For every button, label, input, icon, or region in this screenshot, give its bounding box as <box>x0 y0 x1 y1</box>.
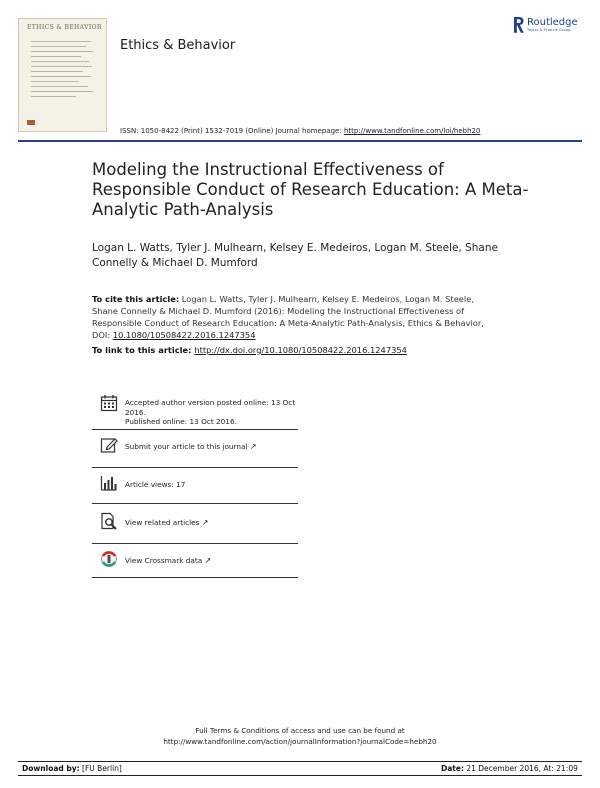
crossmark-icon <box>100 550 118 568</box>
cover-contents-lines <box>31 41 93 101</box>
link-label: To link to this article: <box>92 345 195 355</box>
citation-block <box>92 293 502 341</box>
article-views: Article views: 17 <box>125 480 186 489</box>
issn-line <box>120 127 480 135</box>
journal-cover-thumbnail <box>18 18 107 132</box>
article-authors: Logan L. Watts, Tyler J. Mulhearn, Kelsey E. Medeiros, Logan M. Steele, Shane Connelly & Michael D. Mumford <box>92 242 498 269</box>
accepted-date: Accepted author version posted online: 13 Oct 2016. <box>125 398 296 417</box>
date-value: 21 December 2016, At: 21:09 <box>463 764 578 773</box>
publication-dates-row <box>92 387 298 430</box>
date-label: Date: <box>441 764 464 773</box>
external-link-icon: ↗ <box>201 518 209 527</box>
downloaded-by-value: [FU Berlin] <box>79 764 122 773</box>
external-link-icon: ↗ <box>204 556 212 565</box>
article-link[interactable]: http://dx.doi.org/10.1080/10508422.2016.1247354 <box>194 345 407 355</box>
cover-title: ETHICS & BEHAVIOR <box>27 24 102 31</box>
bar-chart-icon <box>100 474 118 492</box>
external-link-icon: ↗ <box>249 442 257 451</box>
related-articles-link[interactable]: View related articles <box>125 518 200 527</box>
related-articles-icon <box>100 512 118 530</box>
publisher-name: Routledge <box>527 16 578 28</box>
submit-article-row[interactable] <box>92 429 298 468</box>
crossmark-row[interactable] <box>92 543 298 578</box>
article-link-line <box>92 345 407 355</box>
publisher-logo <box>512 16 578 34</box>
related-articles-row[interactable] <box>92 503 298 544</box>
terms-text: Full Terms & Conditions of access and use can be found at <box>195 726 405 735</box>
calendar-icon <box>100 394 118 412</box>
header-divider <box>18 140 582 142</box>
terms-url[interactable]: http://www.tandfonline.com/action/journalInformation?journalCode=hebh20 <box>163 737 437 746</box>
routledge-logo-icon <box>512 16 525 34</box>
crossmark-link[interactable]: View Crossmark data <box>125 556 203 565</box>
publisher-tagline: Taylor & Francis Group <box>527 27 571 32</box>
article-title: Modeling the Instructional Effectiveness of Responsible Conduct of Research Education: A Meta-Analytic Path-Analysis <box>92 160 529 219</box>
submit-article-link[interactable]: Submit your article to this journal <box>125 442 248 451</box>
edit-icon <box>100 436 118 454</box>
citation-text: Logan L. Watts, Tyler J. Mulhearn, Kelsey E. Medeiros, Logan M. Steele, Shane Connelly & Michael D. Mumford (2016): Modeling the Instructional Effectiveness of Responsible Conduct of Research Education: A Meta-Analytic Path-Analysis, Ethics & Behavior, DOI: <box>92 294 484 340</box>
journal-homepage-link[interactable]: http://www.tandfonline.com/loi/hebh20 <box>343 127 481 135</box>
article-views-row <box>92 467 298 504</box>
doi-link[interactable]: 10.1080/10508422.2016.1247354 <box>112 330 256 340</box>
published-date: Published online: 13 Oct 2016. <box>125 417 237 426</box>
citation-label: To cite this article: <box>92 294 180 304</box>
downloaded-by-label: Download by: <box>22 764 80 773</box>
download-info-bar <box>18 761 582 776</box>
journal-name: Ethics & Behavior <box>120 38 236 53</box>
cover-publisher-mark <box>27 120 35 125</box>
issn-text: ISSN: 1050-8422 (Print) 1532-7019 (Online) Journal homepage: <box>120 127 344 135</box>
